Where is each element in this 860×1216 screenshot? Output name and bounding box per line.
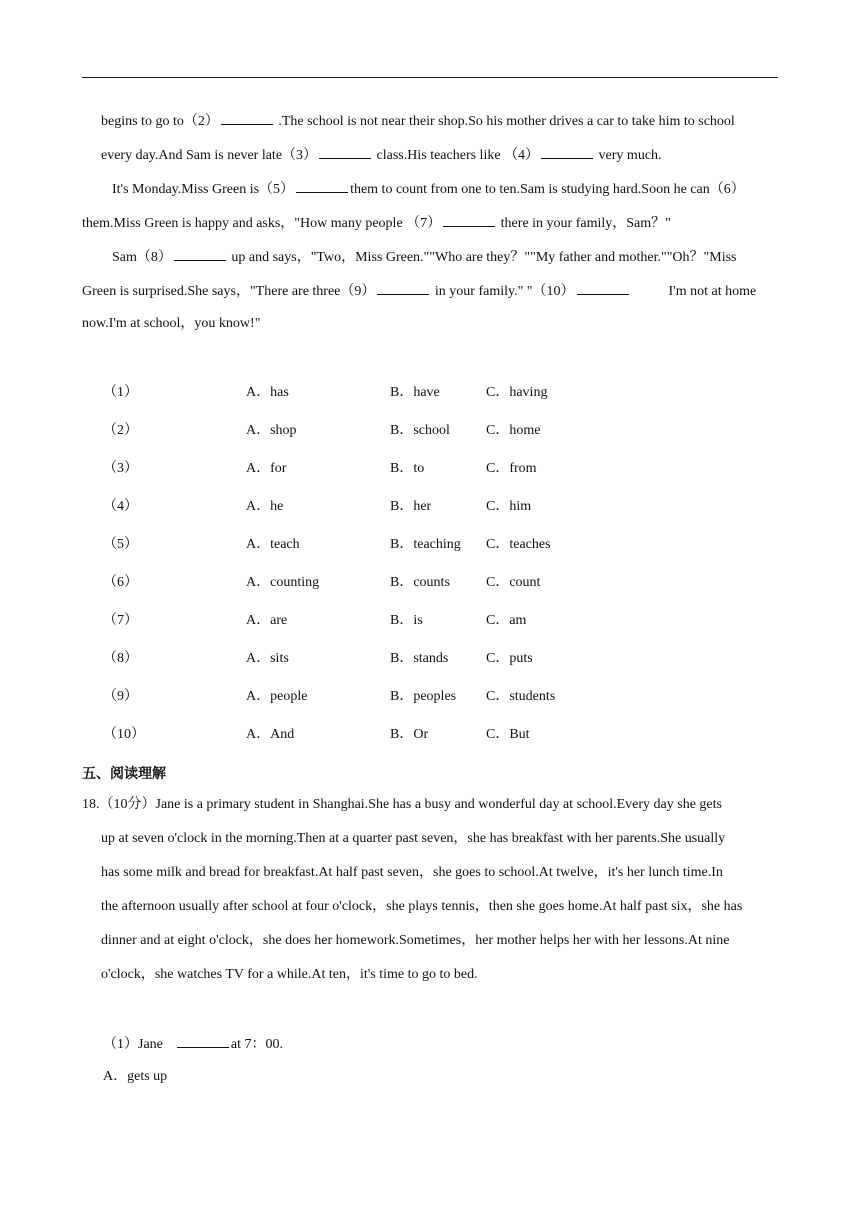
option-a[interactable]: A．are — [246, 613, 288, 628]
option-b[interactable]: B．stands — [390, 651, 449, 666]
option-a[interactable]: A．has — [246, 385, 289, 400]
question-number: （6） — [103, 575, 138, 590]
passage-text: up and says，"Two，Miss Green.""Who are they？""My father and mother.""Oh？"Miss — [227, 250, 737, 265]
blank-4[interactable] — [541, 146, 593, 159]
question-number: （3） — [103, 461, 138, 476]
question-number: （1） — [103, 385, 138, 400]
answer-blank[interactable] — [177, 1035, 229, 1048]
option-a[interactable]: A．teach — [246, 537, 300, 552]
reading-line: dinner and at eight o'clock，she does her homework.Sometimes，her mother helps her with her lessons.At nine — [101, 933, 730, 948]
passage-text: .The school is not near their shop.So his mother drives a car to take him to school — [274, 114, 735, 129]
passage-line-6 — [82, 282, 756, 300]
question-number: （7） — [103, 613, 138, 628]
option-b[interactable]: B．to — [390, 461, 425, 476]
section-heading: 五、阅读理解 — [82, 766, 166, 782]
option-c[interactable]: C．students — [486, 689, 556, 704]
passage-line-1 — [101, 112, 735, 130]
option-a[interactable]: A．shop — [246, 423, 297, 438]
option-b[interactable]: B．is — [390, 613, 423, 628]
question-text: at 7：00. — [230, 1037, 283, 1052]
passage-text: I'm not at home — [668, 284, 757, 299]
option-a[interactable]: A．he — [246, 499, 284, 514]
option-b[interactable]: B．Or — [390, 727, 429, 742]
option-a[interactable]: A．counting — [246, 575, 320, 590]
question-number: （9） — [103, 689, 138, 704]
question-number: （10） — [103, 727, 145, 742]
option-c[interactable]: C．count — [486, 575, 541, 590]
option-b[interactable]: B．counts — [390, 575, 450, 590]
passage-text: class.His teachers like （4） — [373, 148, 540, 163]
reading-q1-option-a[interactable]: A．gets up — [103, 1069, 168, 1084]
option-b[interactable]: B．peoples — [390, 689, 457, 704]
passage-text: very much. — [595, 148, 662, 163]
question-number: （4） — [103, 499, 138, 514]
option-c[interactable]: C．But — [486, 727, 530, 742]
passage-text: every day.And Sam is never late（3） — [101, 148, 318, 163]
question-number: （5） — [103, 537, 138, 552]
option-c[interactable]: C．am — [486, 613, 527, 628]
passage-line-4 — [82, 214, 671, 232]
passage-text: It's Monday.Miss Green is（5） — [112, 182, 295, 197]
reading-question-1 — [103, 1035, 283, 1053]
option-c[interactable]: C．teaches — [486, 537, 551, 552]
option-c[interactable]: C．from — [486, 461, 537, 476]
header-rule — [82, 77, 778, 78]
passage-text: begins to go to（2） — [101, 114, 219, 129]
passage-text: in your family." "（10） — [431, 284, 575, 299]
option-c[interactable]: C．him — [486, 499, 532, 514]
passage-text: Sam（8） — [112, 250, 172, 265]
question-number: （2） — [103, 423, 138, 438]
option-b[interactable]: B．teaching — [390, 537, 461, 552]
reading-line: o'clock，she watches TV for a while.At ten，it's time to go to bed. — [101, 967, 478, 982]
option-b[interactable]: B．school — [390, 423, 450, 438]
passage-text: Green is surprised.She says，"There are three（9） — [82, 284, 376, 299]
reading-line: the afternoon usually after school at four o'clock，she plays tennis，then she goes home.At half past six，she has — [101, 899, 743, 914]
option-c[interactable]: C．puts — [486, 651, 533, 666]
blank-9[interactable] — [377, 282, 429, 295]
option-a[interactable]: A．people — [246, 689, 308, 704]
option-b[interactable]: B．have — [390, 385, 440, 400]
passage-text: them.Miss Green is happy and asks，"How many people （7） — [82, 216, 442, 231]
passage-line-3 — [112, 180, 745, 198]
reading-line: up at seven o'clock in the morning.Then at a quarter past seven，she has breakfast with her parents.She usually — [101, 831, 726, 846]
question-number: （8） — [103, 651, 138, 666]
passage-line-7: now.I'm at school，you know!" — [82, 316, 261, 331]
blank-10[interactable] — [577, 282, 629, 295]
reading-line: has some milk and bread for breakfast.At half past seven，she goes to school.At twelve，it's her lunch time.In — [101, 865, 723, 880]
option-b[interactable]: B．her — [390, 499, 432, 514]
option-c[interactable]: C．home — [486, 423, 541, 438]
option-a[interactable]: A．for — [246, 461, 287, 476]
blank-7[interactable] — [443, 214, 495, 227]
passage-text: there in your family，Sam？" — [497, 216, 671, 231]
passage-line-5 — [112, 248, 737, 266]
blank-8[interactable] — [174, 248, 226, 261]
question-text: （1）Jane — [103, 1037, 163, 1052]
option-c[interactable]: C．having — [486, 385, 548, 400]
passage-line-2 — [101, 146, 662, 164]
passage-text: them to count from one to ten.Sam is studying hard.Soon he can（6） — [350, 182, 745, 197]
blank-3[interactable] — [319, 146, 371, 159]
option-a[interactable]: A．sits — [246, 651, 289, 666]
option-a[interactable]: A．And — [246, 727, 295, 742]
blank-2[interactable] — [221, 112, 273, 125]
reading-line: 18.（10分）Jane is a primary student in Shanghai.She has a busy and wonderful day at school.Every day she gets — [82, 797, 722, 812]
blank-5[interactable] — [296, 180, 348, 193]
